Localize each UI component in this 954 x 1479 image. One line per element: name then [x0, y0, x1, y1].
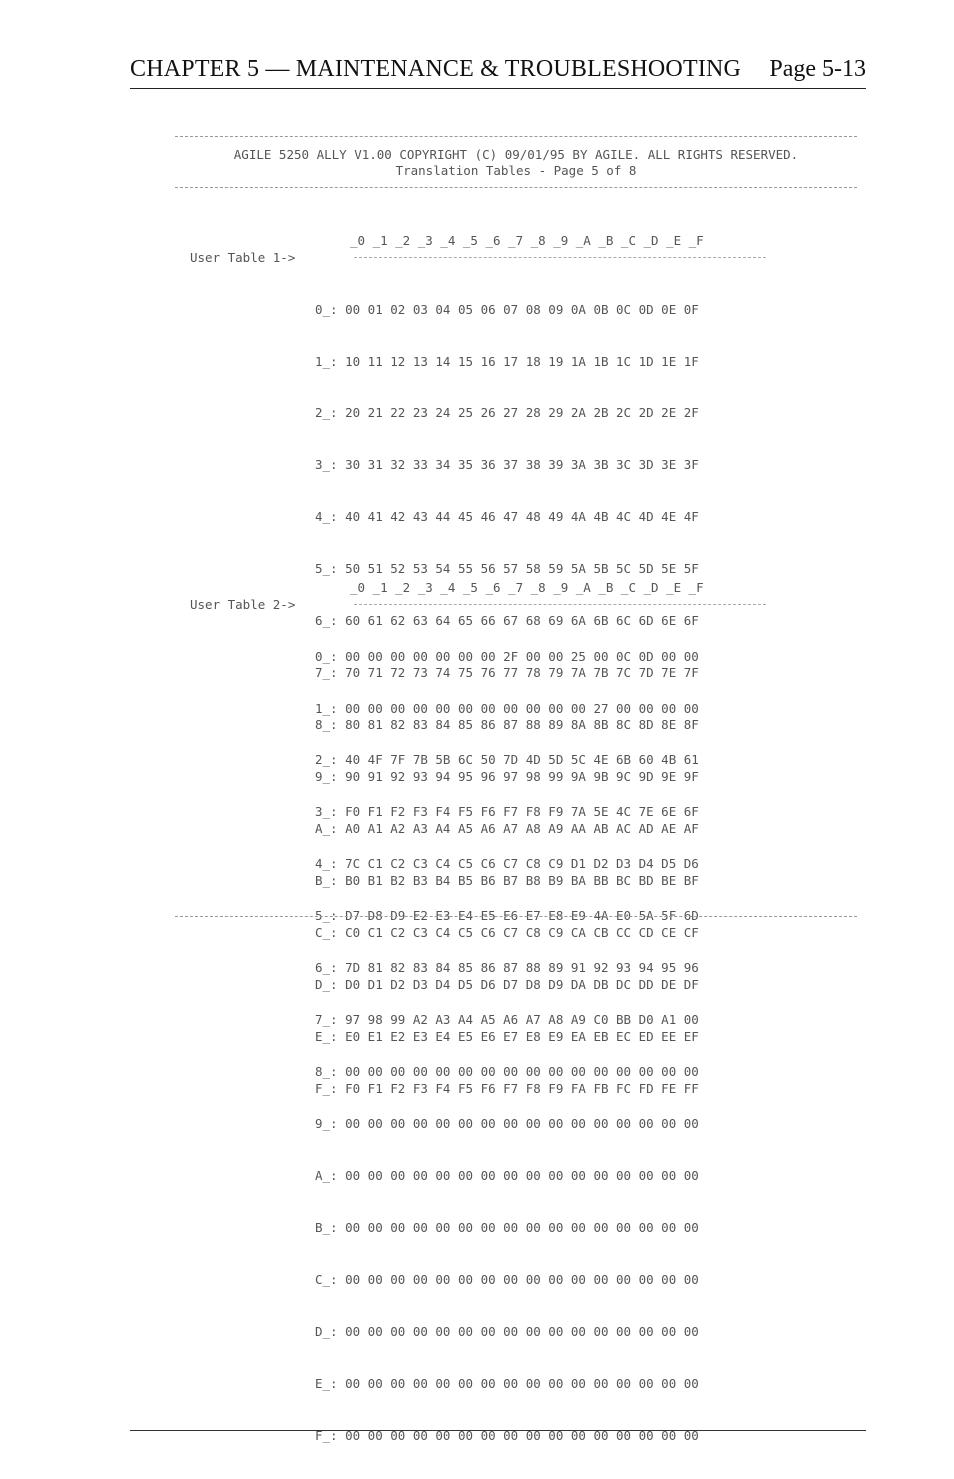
table-row: 4_: 40 41 42 43 44 45 46 47 48 49 4A 4B 4C 4D 4E 4F	[315, 509, 699, 525]
table-label: User Table 1->	[190, 250, 296, 265]
table-row: 8_: 00 00 00 00 00 00 00 00 00 00 00 00 00 00 00 00	[315, 1064, 699, 1080]
translation-tables-subtitle: Translation Tables - Page 5 of 8	[395, 163, 637, 178]
table-row: 0_: 00 00 00 00 00 00 00 2F 00 00 25 00 0C 0D 00 00	[315, 648, 699, 664]
chapter-title: CHAPTER 5 — MAINTENANCE & TROUBLESHOOTING	[130, 56, 742, 82]
table-header-rule	[354, 257, 766, 258]
table-row: 2_: 20 21 22 23 24 25 26 27 28 29 2A 2B 2C 2D 2E 2F	[315, 405, 699, 421]
column-header: _0 _1 _2 _3 _4 _5 _6 _7 _8 _9 _A _B _C _D _E _F	[350, 580, 704, 595]
table-row: B_: B0 B1 B2 B3 B4 B5 B6 B7 B8 B9 BA BB BC BD BE BF	[315, 872, 699, 888]
dashed-divider-bottom	[175, 916, 857, 917]
table-row: E_: E0 E1 E2 E3 E4 E5 E6 E7 E8 E9 EA EB EC ED EE EF	[315, 1028, 699, 1044]
table-row: 1_: 10 11 12 13 14 15 16 17 18 19 1A 1B 1C 1D 1E 1F	[315, 353, 699, 369]
table-row: 0_: 00 01 02 03 04 05 06 07 08 09 0A 0B 0C 0D 0E 0F	[315, 301, 699, 317]
table-row: 2_: 40 4F 7F 7B 5B 6C 50 7D 4D 5D 5C 4E 6B 60 4B 61	[315, 752, 699, 768]
table-row: 3_: 30 31 32 33 34 35 36 37 38 39 3A 3B 3C 3D 3E 3F	[315, 457, 699, 473]
table-rows	[315, 613, 699, 1479]
table-row: 5_: 50 51 52 53 54 55 56 57 58 59 5A 5B 5C 5D 5E 5F	[315, 561, 699, 577]
column-header: _0 _1 _2 _3 _4 _5 _6 _7 _8 _9 _A _B _C _D _E _F	[350, 233, 704, 248]
footer-rule	[130, 1430, 866, 1431]
table-row: 6_: 60 61 62 63 64 65 66 67 68 69 6A 6B 6C 6D 6E 6F	[315, 613, 699, 629]
table-row: 6_: 7D 81 82 83 84 85 86 87 88 89 91 92 93 94 95 96	[315, 960, 699, 976]
table-row: 7_: 70 71 72 73 74 75 76 77 78 79 7A 7B 7C 7D 7E 7F	[315, 665, 699, 681]
dashed-divider-top	[175, 136, 857, 137]
table-row: A_: 00 00 00 00 00 00 00 00 00 00 00 00 00 00 00 00	[315, 1167, 699, 1183]
table-label: User Table 2->	[190, 597, 296, 612]
table-row: C_: 00 00 00 00 00 00 00 00 00 00 00 00 00 00 00 00	[315, 1271, 699, 1287]
table-row: E_: 00 00 00 00 00 00 00 00 00 00 00 00 00 00 00 00	[315, 1375, 699, 1391]
table-row: F_: 00 00 00 00 00 00 00 00 00 00 00 00 00 00 00 00	[315, 1427, 699, 1443]
table-row: A_: A0 A1 A2 A3 A4 A5 A6 A7 A8 A9 AA AB AC AD AE AF	[315, 820, 699, 836]
table-row: C_: C0 C1 C2 C3 C4 C5 C6 C7 C8 C9 CA CB CC CD CE CF	[315, 924, 699, 940]
table-row: 3_: F0 F1 F2 F3 F4 F5 F6 F7 F8 F9 7A 5E 4C 7E 6E 6F	[315, 804, 699, 820]
table-row: 7_: 97 98 99 A2 A3 A4 A5 A6 A7 A8 A9 C0 BB D0 A1 00	[315, 1012, 699, 1028]
table-row: B_: 00 00 00 00 00 00 00 00 00 00 00 00 00 00 00 00	[315, 1219, 699, 1235]
table-row: 9_: 90 91 92 93 94 95 96 97 98 99 9A 9B 9C 9D 9E 9F	[315, 769, 699, 785]
table-row: F_: F0 F1 F2 F3 F4 F5 F6 F7 F8 F9 FA FB FC FD FE FF	[315, 1080, 699, 1096]
table-row: 9_: 00 00 00 00 00 00 00 00 00 00 00 00 00 00 00 00	[315, 1116, 699, 1132]
page-header	[130, 56, 866, 89]
table-row: 4_: 7C C1 C2 C3 C4 C5 C6 C7 C8 C9 D1 D2 D3 D4 D5 D6	[315, 856, 699, 872]
table-row: 8_: 80 81 82 83 84 85 86 87 88 89 8A 8B 8C 8D 8E 8F	[315, 717, 699, 733]
table-row: D_: 00 00 00 00 00 00 00 00 00 00 00 00 00 00 00 00	[315, 1323, 699, 1339]
table-row: 1_: 00 00 00 00 00 00 00 00 00 00 00 27 00 00 00 00	[315, 700, 699, 716]
table-header-rule	[354, 604, 766, 605]
page-number: Page 5-13	[769, 56, 866, 82]
table-row: D_: D0 D1 D2 D3 D4 D5 D6 D7 D8 D9 DA DB DC DD DE DF	[315, 976, 699, 992]
table-row: 5_: D7 D8 D9 E2 E3 E4 E5 E6 E7 E8 E9 4A E0 5A 5F 6D	[315, 908, 699, 924]
dashed-divider-banner	[175, 187, 857, 188]
copyright-line: AGILE 5250 ALLY V1.00 COPYRIGHT (C) 09/01/95 BY AGILE. ALL RIGHTS RESERVED.	[233, 147, 799, 162]
